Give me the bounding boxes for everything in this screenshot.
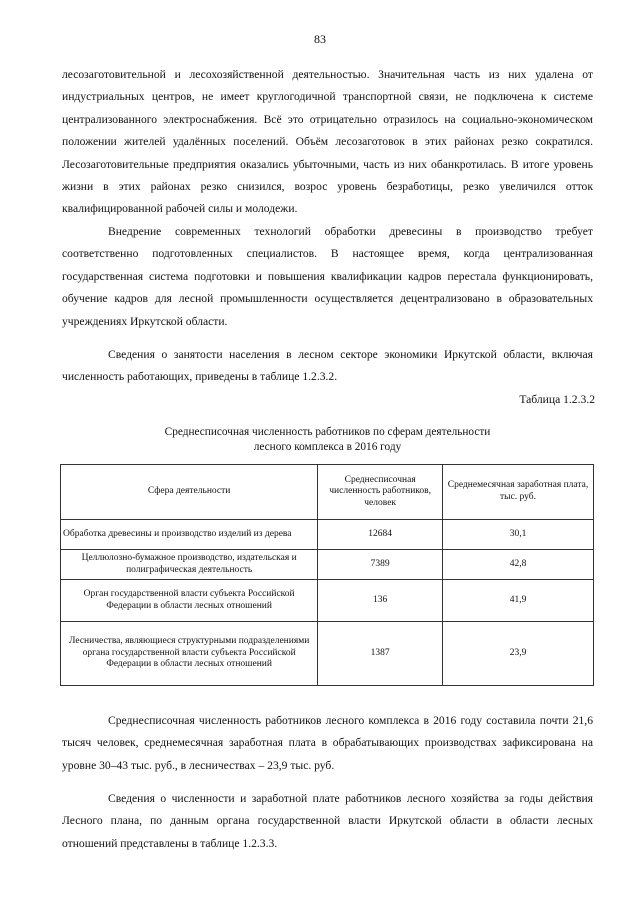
row-sphere: Обработка древесины и производство изделий из дерева [61, 520, 318, 550]
row-count: 136 [318, 580, 443, 622]
paragraph-5: Сведения о численности и заработной плате работников лесного хозяйства за годы действия Лесного плана, по данным органа государственной власти Иркутской области в области лесных отношений представлены в таблице 1.2.3.3. [62, 792, 593, 850]
table-header-row [61, 465, 594, 520]
page-number: 83 [314, 32, 326, 46]
header-count: Среднесписочная численность работников, человек [318, 465, 443, 520]
table-caption: Таблица 1.2.3.2 [519, 393, 595, 406]
row-salary: 30,1 [443, 520, 594, 550]
table-row [61, 550, 594, 580]
table-row [61, 580, 594, 622]
header-sphere: Сфера деятельности [61, 465, 318, 520]
table-title [62, 425, 593, 455]
row-count: 1387 [318, 622, 443, 686]
table-title-line-2: лесного комплекса в 2016 году [253, 441, 402, 453]
row-count: 12684 [318, 520, 443, 550]
employment-table [60, 464, 594, 686]
paragraph-1: лесозаготовительной и лесохозяйственной деятельностью. Значительная часть из них удалена от индустриальных центров, не имеет круглогодичной транспортной связи, не подключена к системе централизованного электроснабжения. Всё это отрицательно отразилось на социально-экономическом положении жителей удалённых поселений. Объём лесозаготовок в этих районах резко сократился. Лесозаготовительные предприятия оказались убыточными, часть из них обанкротилась. В итоге уровень жизни в этих районах резко снизился, возрос уровень безработицы, резко увеличился отток квалифицированной рабочей силы и молодежи. [62, 68, 593, 216]
header-salary: Среднемесячная заработная плата, тыс. руб. [443, 465, 594, 520]
paragraph-2: Внедрение современных технологий обработки древесины в производство требует соответственно подготовленных специалистов. В настоящее время, когда централизованная государственная система подготовки и повышения квалификации кадров перестала функционировать, обучение кадров для лесной промышленности осуществляется децентрализовано в образовательных учреждениях Иркутской области. [62, 225, 593, 328]
table-title-line-1: Среднесписочная численность работников по сферам деятельности [164, 426, 491, 438]
paragraph-3: Сведения о занятости населения в лесном секторе экономики Иркутской области, включая численность работающих, приведены в таблице 1.2.3.2. [62, 348, 593, 384]
row-sphere: Орган государственной власти субъекта Российской Федерации в области лесных отношений [61, 580, 318, 622]
row-sphere: Лесничества, являющиеся структурными подразделениями органа государственной власти субъекта Российской Федерации в области лесных отношений [61, 622, 318, 686]
table-row [61, 520, 594, 550]
paragraph-4: Среднесписочная численность работников лесного комплекса в 2016 году составила почти 21,6 тысяч человек, среднемесячная заработная плата в обрабатывающих производствах зафиксирована на уровне 30–43 тыс. руб., в лесничествах – 23,9 тыс. руб. [62, 714, 593, 772]
row-salary: 41,9 [443, 580, 594, 622]
table-row [61, 622, 594, 686]
row-salary: 23,9 [443, 622, 594, 686]
row-count: 7389 [318, 550, 443, 580]
row-salary: 42,8 [443, 550, 594, 580]
row-sphere: Целлюлозно-бумажное производство, издательская и полиграфическая деятельность [61, 550, 318, 580]
